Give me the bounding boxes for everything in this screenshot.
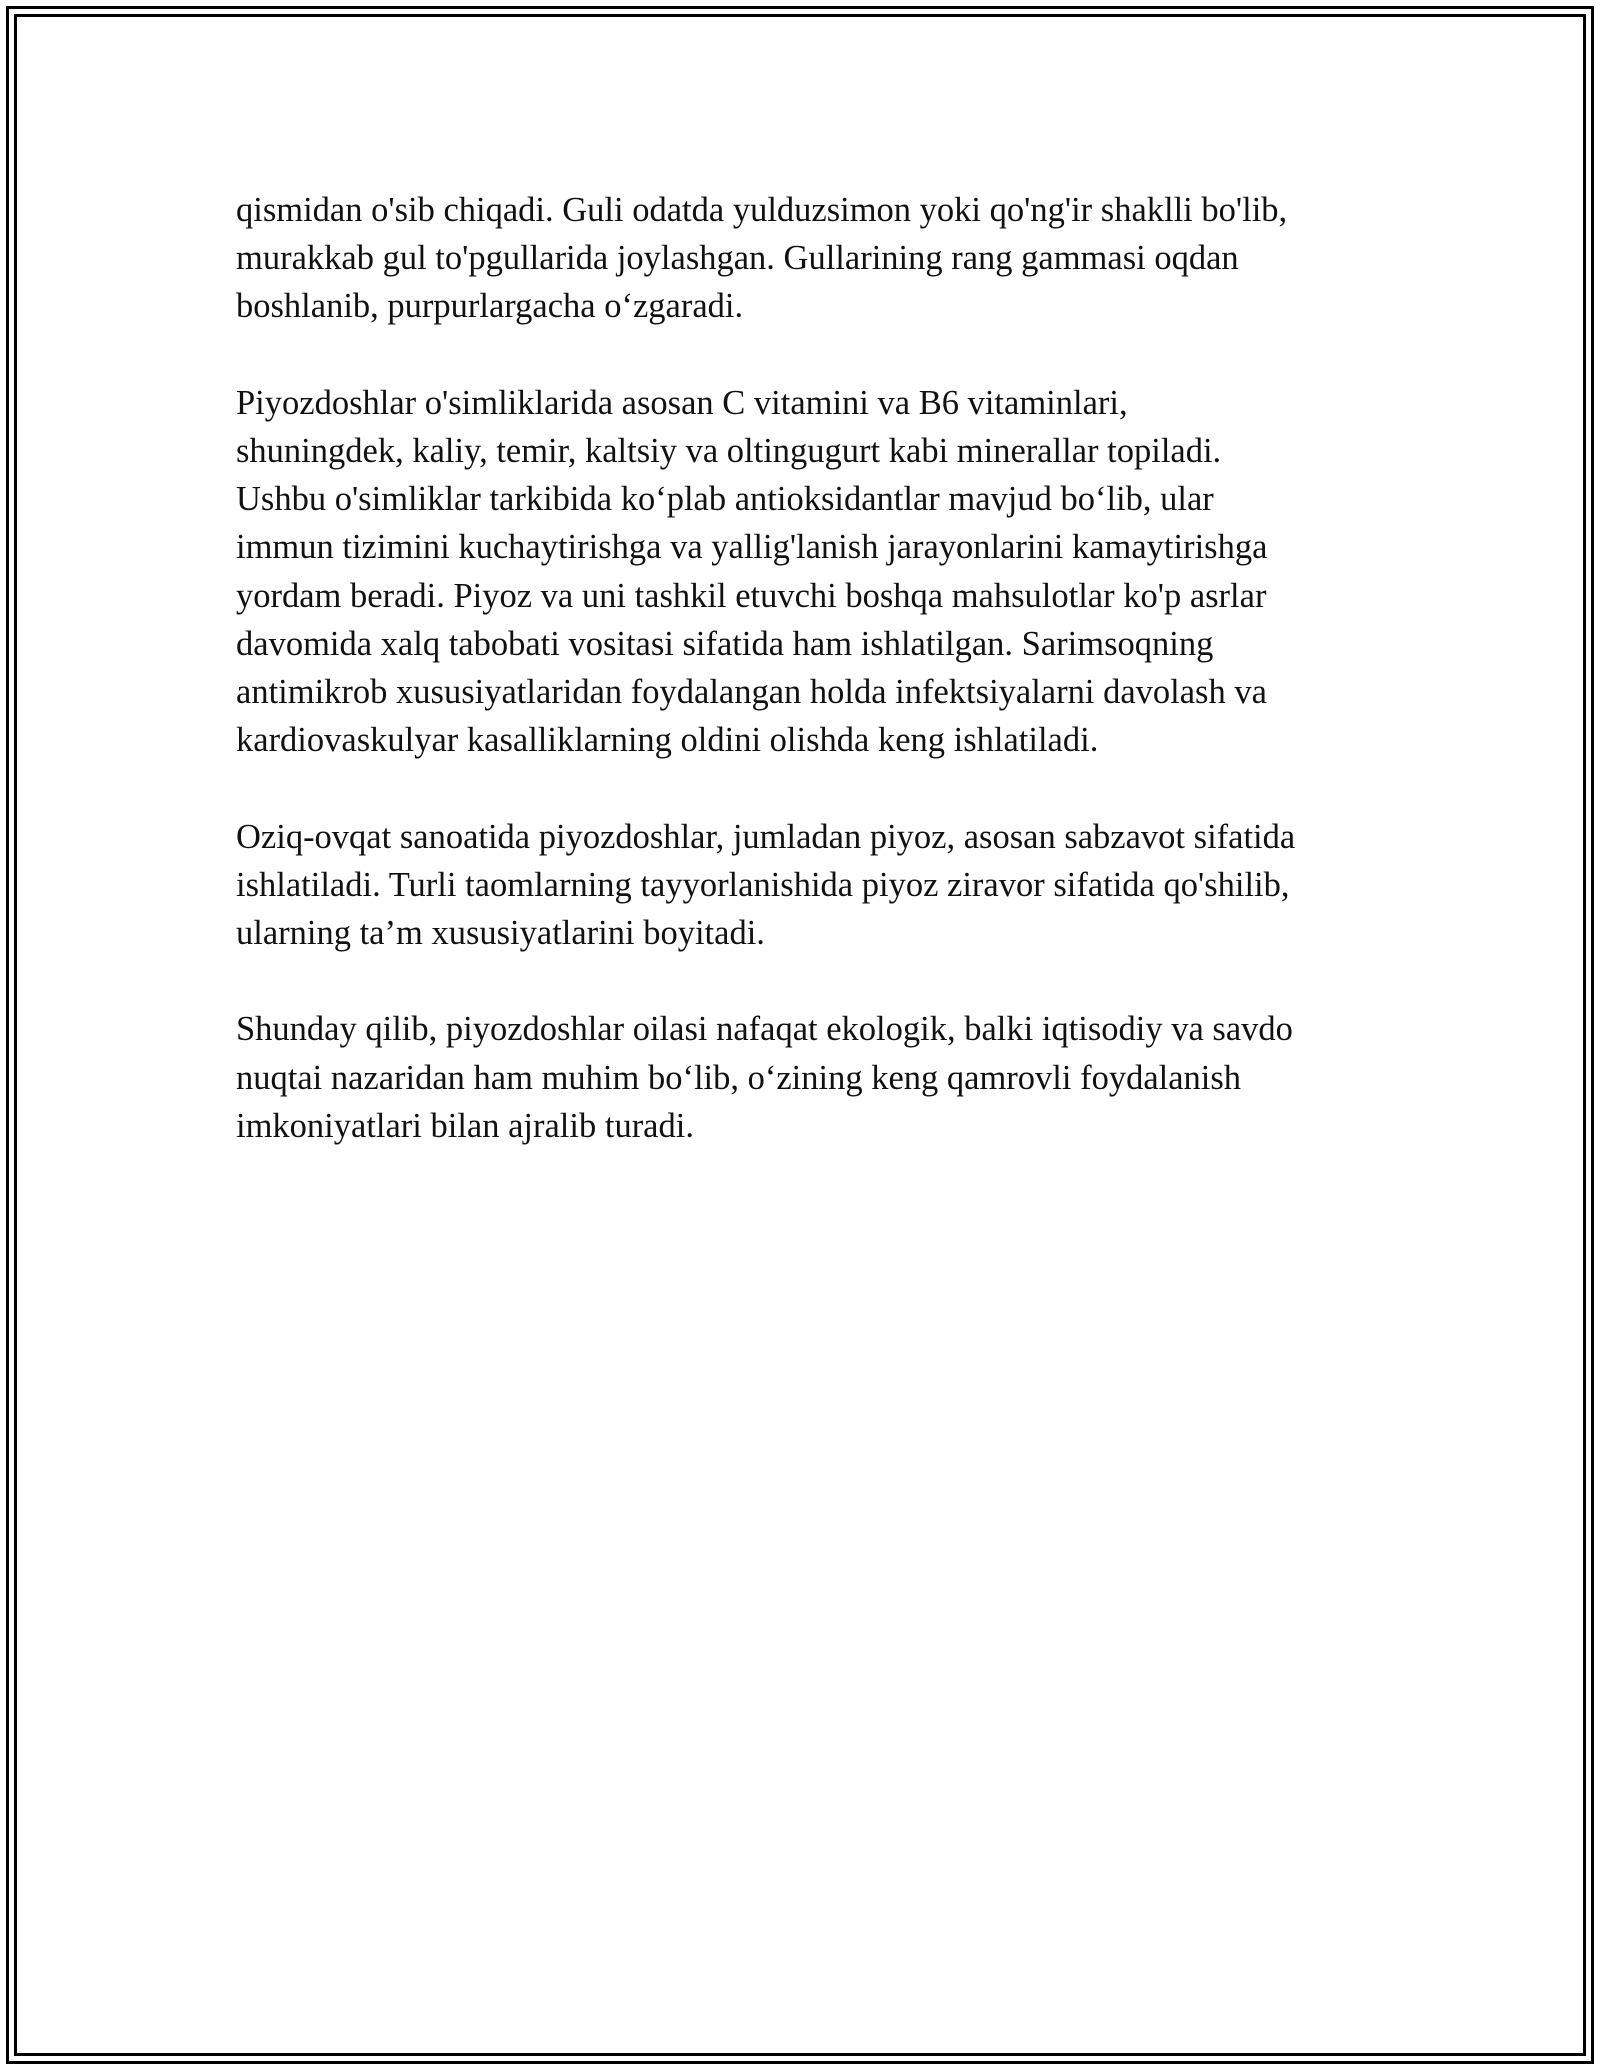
text-line: qismidan o'sib chiqadi. Guli odatda yulduzsimon yoki qo'ng'ir shaklli bo'lib, [236,191,1288,229]
paragraph-2 [236,379,1376,765]
text-line: ularning ta’m xususiyatlarini boyitadi. [236,914,765,953]
text-line: kardiovaskulyar kasalliklarning oldini olishda keng ishlatiladi. [236,721,1099,760]
text-line: murakkab gul to'pgullarida joylashgan. Gullarining rang gammasi oqdan [236,239,1239,278]
text-line: imkoniyatlari bilan ajralib turadi. [236,1106,694,1145]
text-line: ishlatiladi. Turli taomlarning tayyorlanishida piyoz ziravor sifatida qo'shilib, [236,865,1290,904]
text-line: antimikrob xususiyatlaridan foydalangan holda infektsiyalarni davolash va [236,673,1267,712]
text-line: Oziq-ovqat sanoatida piyozdoshlar, jumladan piyoz, asosan sabzavot sifatida [236,817,1296,856]
paragraph-1 [236,186,1376,331]
paragraph-3 [236,813,1376,958]
text-line: immun tizimini kuchaytirishga va yallig'lanish jarayonlarini kamaytirishga [236,528,1268,567]
text-line: nuqtai nazaridan ham muhim bo‘lib, o‘zining keng qamrovli foydalanish [236,1058,1242,1097]
document-body [236,186,1376,1198]
text-line: Shunday qilib, piyozdoshlar oilasi nafaqat ekologik, balki iqtisodiy va savdo [236,1010,1293,1049]
text-line: yordam beradi. Piyoz va uni tashkil etuvchi boshqa mahsulotlar ko'p asrlar [236,576,1267,615]
text-line: Ushbu o'simliklar tarkibida ko‘plab antioksidantlar mavjud bo‘lib, ular [236,480,1214,519]
text-line: Piyozdoshlar o'simliklarida asosan C vitamini va B6 vitaminlari, [236,383,1128,422]
text-line: boshlanib, purpurlargacha o‘zgaradi. [236,287,744,326]
text-line: shuningdek, kaliy, temir, kaltsiy va oltingugurt kabi minerallar topiladi. [236,432,1222,470]
paragraph-4 [236,1005,1376,1150]
text-line: davomida xalq tabobati vositasi sifatida ham ishlatilgan. Sarimsoqning [236,624,1214,663]
